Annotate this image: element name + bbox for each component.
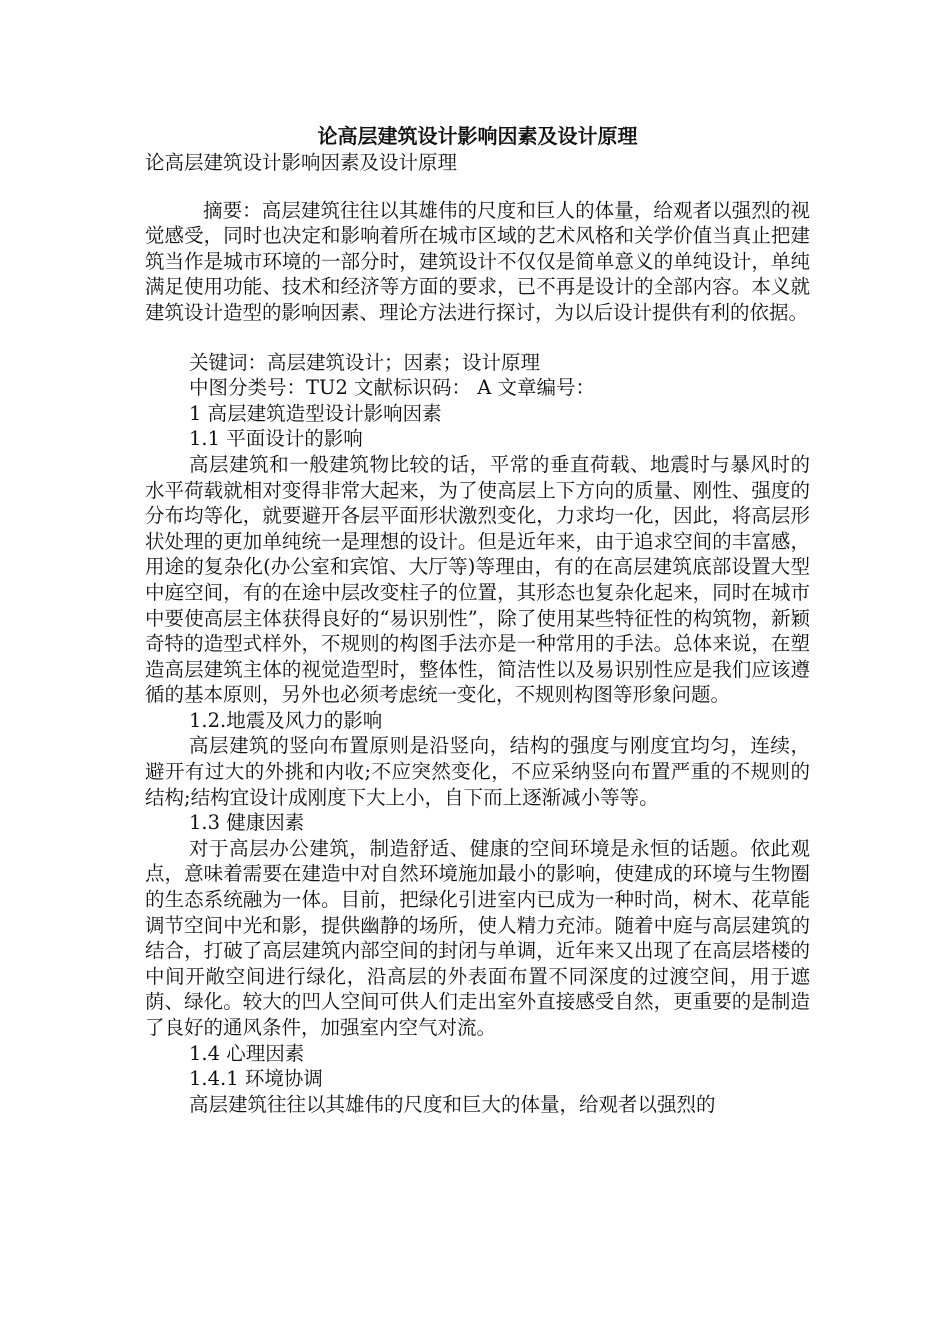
classification-line: 中图分类号：TU2 文献标识码： A 文章编号： [189,376,596,400]
document-subtitle: 论高层建筑设计影响因素及设计原理 [145,151,458,174]
abstract-paragraph: 摘要：高层建筑往往以其雄伟的尺度和巨人的体量，给观者以强烈的视觉感受，同时也决定和影响着所在城市区域的艺术风格和关学价值当真止把建筑当作是城市环境的一部分时，建筑设计不仅仅是简单意义的单纯设计，单纯满足使用功能、技术和经济等方面的要求，已不再是设计的全部内容。本义就建筑设计造型的影响因素、理论方法进行探讨，为以后设计提供有利的依据。 [145,198,810,324]
section-1-4-heading: 1.4 心理因素 [189,1041,305,1065]
blank-line [145,176,810,198]
section-1-4-1-heading: 1.4.1 环境协调 [189,1067,323,1091]
section-1-3-paragraph: 对于高层办公建筑，制造舒适、健康的空间环境是永恒的话题。依此观点，意味着需要在建造中对自然环境施加最小的影响，使建成的环境与生物圈的生态系统融为一体。目前，把绿化引进室内已成为一种时尚，树木、花草能调节空间中光和影，提供幽静的场所，使人精力充沛。随着中庭与高层建筑的结合，打破了高层建筑内部空间的封闭与单调，近年来又出现了在高层塔楼的中间开敞空间进行绿化，沿高层的外表面布置不同深度的过渡空间，用于遮荫、绿化。较大的凹人空间可供人们走出室外直接感受自然，更重要的是制造了良好的通风条件，加强室内空气对流。 [145,836,810,1039]
keywords-line: 关键词：高层建筑设计；因素；设计原理 [189,350,541,374]
section-1-2-paragraph: 高层建筑的竖向布置原则是沿竖向，结构的强度与刚度宜均匀，连续，避开有过大的外挑和内收;不应突然变化，不应采纳竖向布置严重的不规则的结构;结构宜设计成刚度下大上小，自下而上逐渐减小等等。 [145,734,810,809]
section-1-2-heading: 1.2.地震及风力的影响 [189,708,383,732]
section-1-4-1-paragraph: 高层建筑往往以其雄伟的尺度和巨大的体量，给观者以强烈的 [189,1092,716,1116]
section-1-1-paragraph: 高层建筑和一般建筑物比较的话，平常的垂直荷载、地震时与暴风时的水平荷载就相对变得非常大起来，为了使高层上下方向的质量、刚性、强度的分布均等化，就要避开各层平面形状激烈变化，力求均一化，因此，将高层形状处理的更加单纯统一是理想的设计。但是近年来，由于追求空间的丰富感，用途的复杂化(办公室和宾馆、大厅等)等理由，有的在高层建筑底部设置大型中庭空间，有的在途中层改变柱子的位置，其形态也复杂化起来，同时在城市中要使高层主体获得良好的“易识别性”，除了使用某些特征性的构筑物，新颖奇特的造型式样外，不规则的构图手法亦是一种常用的手法。总体来说，在塑造高层建筑主体的视觉造型时，整体性，简洁性以及易识别性应是我们应该遵循的基本原则，另外也必须考虑统一变化，不规则构图等形象问题。 [145,452,810,707]
document-title: 论高层建筑设计影响因素及设计原理 [317,124,638,148]
document-page [145,122,810,1117]
blank-line [145,326,810,350]
section-1-heading: 1 高层建筑造型设计影响因素 [189,401,442,425]
section-1-1-heading: 1.1 平面设计的影响 [189,427,363,451]
section-1-3-heading: 1.3 健康因素 [189,811,305,835]
